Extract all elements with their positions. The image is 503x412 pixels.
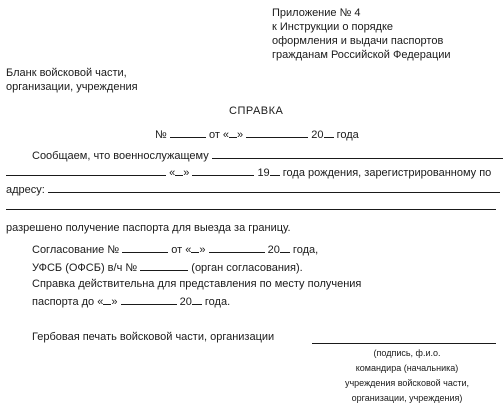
signature-caption-1: (подпись, ф.и.о. [373, 348, 441, 358]
ufsb-unit-field[interactable] [140, 260, 188, 271]
birth-text: года рождения, зарегистрированному по [282, 167, 492, 179]
appendix-line-1: Приложение № 4 [272, 7, 361, 19]
validity-line-1: Справка действительна для представления по месту получения [32, 278, 362, 290]
validity-prefix: паспорта до « [32, 296, 104, 308]
agreement-number-field[interactable] [122, 242, 168, 253]
validity-year-field[interactable] [192, 294, 202, 305]
validity-year-prefix: 20 [179, 296, 192, 308]
blank-line-1: Бланк войсковой части, [6, 67, 127, 79]
ufsb-line [32, 260, 303, 275]
address-line [6, 182, 500, 197]
appendix-line-4: гражданам Российской Федерации [272, 49, 451, 61]
agreement-quote-close: » [199, 244, 206, 256]
appendix-line-2: к Инструкции о порядке [272, 21, 394, 33]
agreement-year-field[interactable] [280, 242, 290, 253]
permit-line: разрешено получение паспорта для выезда за границу. [6, 222, 291, 234]
stamp-text: Гербовая печать войсковой части, организации [32, 331, 275, 343]
signature-caption-4: организации, учреждения) [351, 393, 463, 403]
year-field[interactable] [324, 127, 334, 138]
name-continuation-field[interactable] [6, 165, 166, 176]
number-line [155, 127, 359, 142]
validity-year-word: года. [204, 296, 231, 308]
validity-quote-close: » [111, 296, 118, 308]
intro-text: Сообщаем, что военнослужащему [32, 150, 209, 162]
month-field[interactable] [246, 127, 308, 138]
birth-month-field[interactable] [192, 165, 254, 176]
birth-line [6, 165, 491, 180]
address-field[interactable] [48, 182, 500, 193]
intro-line [32, 148, 503, 163]
agreement-year-prefix: 20 [267, 244, 280, 256]
signature-caption-2: командира (начальника) [355, 363, 459, 373]
birth-year-field[interactable] [270, 165, 280, 176]
from-label: от « [208, 129, 230, 141]
servicemember-name-field[interactable] [212, 148, 503, 159]
day-field[interactable] [229, 127, 237, 138]
quote-close: » [237, 129, 244, 141]
address-continuation-field[interactable] [6, 199, 496, 210]
validity-month-field[interactable] [121, 294, 177, 305]
agreement-from: от « [171, 244, 192, 256]
birth-quote-open: « [169, 167, 176, 179]
birth-quote-close: » [183, 167, 190, 179]
blank-line-2: организации, учреждения [6, 81, 138, 93]
address-label: адресу: [6, 184, 45, 196]
signature-caption-3: учреждения войсковой части, [344, 378, 470, 388]
validity-line-2 [32, 294, 230, 309]
number-sign: № [155, 129, 167, 141]
birth-year-prefix: 19 [257, 167, 270, 179]
agreement-year-word: года, [292, 244, 319, 256]
agreement-month-field[interactable] [209, 242, 265, 253]
signature-field[interactable] [312, 333, 496, 344]
ufsb-label: УФСБ (ОФСБ) в/ч № [32, 262, 138, 274]
ufsb-organ-text: (орган согласования). [191, 262, 303, 274]
year-prefix: 20 [311, 129, 324, 141]
number-field[interactable] [170, 127, 206, 138]
agreement-line [32, 242, 318, 257]
address-continuation-line [6, 199, 496, 214]
year-word: года [336, 129, 359, 141]
document-title: СПРАВКА [229, 105, 284, 117]
agreement-label: Согласование № [32, 244, 120, 256]
birth-day-field[interactable] [175, 165, 183, 176]
appendix-line-3: оформления и выдачи паспортов [272, 35, 444, 47]
